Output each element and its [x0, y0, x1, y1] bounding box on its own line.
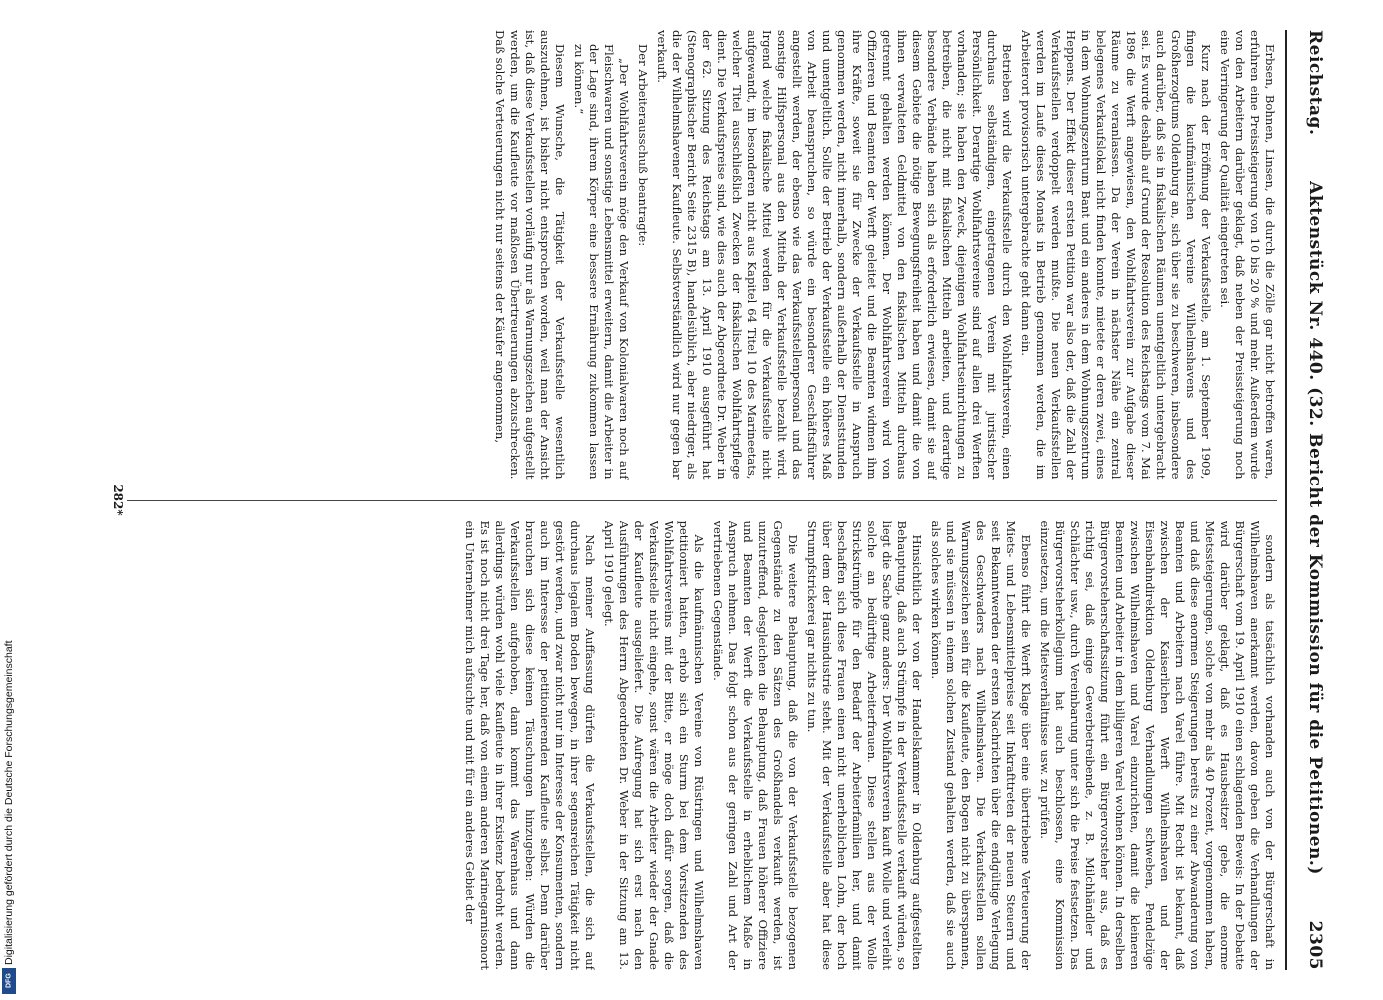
header-center-title: Aktenstück Nr. 440. (32. Bericht der Kommission für die Petitionen.)	[1305, 181, 1325, 875]
header-rule	[1285, 30, 1287, 970]
column-divider	[127, 500, 1277, 501]
header-left-title: Reichstag.	[1305, 30, 1325, 136]
paragraph: sondern als tatsächlich vorhanden auch von der Bürgerschaft in Wilhelmshaven anerkannt werden, davon geben die Verhandlungen der Bürgerschaft vom 19. April 1910 einen schlagenden Beweis: In der Debatte wird darüber geklagt, daß es Hausbesitzer gebe, die enorme Mietssteigerungen, solche von mehr als 40 Prozent, vorgenommen haben, und daß diese enormen Steigerungen bereits zu einer Abwanderung von Beamten und Arbeitern nach Varel führe. Mit Recht ist bekannt, daß zwischen der Kaiserlichen Werft Wilhelmshaven und der Eisenbahndirektion Oldenburg Verhandlungen schweben, Pendelzüge zwischen Wilhelmshaven und Varel einzurichten, damit die kleineren Beamten und Arbeiter in dem billigeren Varel wohnen können. In derselben Bürgervorsteherschaftssitzung führt ein Bürgervorsteher aus, daß es richtig sei, daß einige Gewerbetreibende, z. B. Milchhändler und Schlächter usw., durch Vereinbarung unter sich die Preise festsetzen. Das Bürgervorsteherkollegium hat auch beschlossen, eine Kommission einzusetzen, um die Mietsverhältnisse usw. zu prüfen.	[1038, 520, 1277, 970]
paragraph: Ebenso führt die Werft Klage über eine übertriebene Verteuerung der Miets- und Lebensmittelpreise seit Inkrafttreten der neuen Steuern und seit Bekanntwerden der ersten Nachrichten über die endgültige Verlegung des Geschwaders nach Wilhelmshaven. Die Verkaufsstellen sollen Warnungszeichen sein für die Kaufleute, den Bogen nicht zu überspannen, und sie müssen in einem solchen Zustand gehalten werden, daß sie auch als solches wirken können.	[929, 520, 1033, 970]
paragraph: Nach meiner Auffassung dürfen die Verkaufsstellen, die sich auf durchaus legalem Boden bewegen, in ihrer segensreichen Tätigkeit nicht gestört werden, und zwar nicht nur im Interesse der Konsumenten, sondern auch im Interesse der petitionierenden Kaufleute selbst. Denn darüber brauchen sich diese keinen Täuschungen hinzugeben: Würden die Verkaufsstellen aufgehoben, dann kommt das Warenhaus und dann allerdings würden wohl viele Kaufleute in ihrer Existenz bedroht werden. Es ist noch nicht drei Tage her, daß von einem anderen Marinegarnisonort ein Unternehmer mich aufsuchte und mit für ein anderes Gebiet der	[463, 520, 597, 970]
paragraph: Der Arbeiterausschuß beantragte:	[636, 44, 650, 247]
paragraph: Betrieben wird die Verkaufsstelle durch den Wohlfahrtsverein, einen durchaus selbständigen, eingetragenen Verein mit juristischer Persönlichkeit. Derartige Wohlfahrtsvereine sind auf allen drei Werften vorhanden; sie haben den Zweck, diejenigen Wohlfahrtseinrichtungen zu betreiben, die nicht mit fiskalischen Mitteln arbeiten, und derartige besondere Verbände haben sich als erforderlich erwiesen, damit sie auf diesem Gebiete die nötige Bewegungsfreiheit haben und damit die von ihnen verwalteten Geldmittel von den fiskalischen Mitteln durchaus getrennt gehalten werden können. Der Wohlfahrtsverein wird von Offizieren und Beamten der Werft geleitet und die Beamten widmen ihm ihre Kräfte, soweit sie für Zwecke der Verkaufsstelle in Anspruch genommen werden, nicht innerhalb, sondern außerhalb der Dienststunden und unentgeltlich. Sollte der Betrieb der Verkaufsstelle ein höheres Maß von Arbeit beanspruchen, so würde ein besonderer Geschäftsführer angestellt werden, der ebenso wie das Verkaufsstellenpersonal und das sonstige Hilfspersonal aus den Mitteln der Verkaufsstelle bezahlt wird. Irgend welche fiskalische Mittel werden für die Verkaufsstelle nicht aufgewandt, im besonderen nicht aus Kapitel 64 Titel 10 des Marineetats, welcher Titel ausschließlich Zwecken der fiskalischen Wohlfahrtspflege dient. Die Verkaufspreise sind, wie dies auch der Abgeordnete Dr. Weber in der 62. Sitzung des Reichstags am 13. April 1910 ausgeführt hat (Stenographischer Bericht Seite 2315 B), handelsüblich, aber niedriger, als die der Wilhelmshavener Kaufleute. Selbstverständlich wird nur gegen bar verkauft.	[655, 30, 1014, 480]
page-header	[1289, 30, 1325, 970]
column-right	[127, 521, 1277, 971]
quoted-request: „Der Wohlfahrtsverein möge den Verkauf von Kolonialwaren noch auf Fleischwaren und sonstige Lebensmittel erweitern, damit die Arbeiter in der Lage sind, ihrem Körper eine bessere Ernährung zukommen lassen zu können.“	[572, 44, 631, 480]
paragraph: Kurz nach der Eröffnung der Verkaufsstelle, am 1. September 1909, fingen die kaufmännischen Vereine Wilhelmshavens und des Großherzogtums Oldenburg an, sich über sie zu beschweren, insbesondere auch darüber, daß sie in fiskalischen Räumen unentgeltlich untergebracht sei. Es wurde deshalb auf Grund der Resolution des Reichstags vom 7. Mai 1896 die Werft angewiesen, den Wohlfahrtsverein zur Aufgabe dieser Räume zu veranlassen. Da der Verein in nächster Nähe ein zentral belegenes Verkaufslokal nicht finden konnte, mietete er deren zwei, eines in dem Wohnungszentrum Bant und ein anderes in dem Wohnungszentrum Heppens. Der Effekt dieser ersten Petition war also der, daß die Zahl der Verkaufsstellen verdoppelt werden mußte. Die neuen Verkaufsstellen werden im Laufe dieses Monats in Betrieb genommen werden, die im Arbeiterort provisorisch untergebrachte geht dann ein.	[1019, 30, 1213, 480]
page-signature: 282*	[111, 484, 125, 516]
paragraph: Die weitere Behauptung, daß die von der Verkaufsstelle bezogenen Gegenstände zu den Sätzen des Großhandels verkauft werden, ist unzutreffend, desgleichen die Behauptung, daß Frauen höherer Offiziere und Beamten der Werft die Verkaufsstelle in erheblichem Maße in Anspruch nehmen. Das folgt schon aus der geringen Zahl und Art der vertriebenen Gegenstände.	[711, 520, 800, 970]
column-left	[127, 30, 1277, 480]
funding-notice	[0, 0, 20, 1000]
paragraph: Diesem Wunsche, die Tätigkeit der Verkaufsstelle wesentlich auszudehnen, ist bisher nicht entsprochen worden, weil man der Ansicht ist, daß diese Verkaufsstellen vorläufig nur als Warnungszeichen aufgestellt werden, um die Kaufleute vor maßlosen Übertreuerungen abzuschrecken. Daß solche Verteuerungen nicht nur seitens der Käufer angenommen,	[493, 30, 567, 480]
paragraph: Hinsichtlich der von der Handelskammer in Oldenburg aufgestellten Behauptung, daß auch Strümpfe in der Verkaufsstelle verkauft würden, so liegt die Sache ganz anders: Der Wohlfahrtsverein kauft Wolle und verleiht solche an bedürftige Arbeiterfrauen. Diese stellen aus der Wolle Strickstrümpfe für den Bedarf der Arbeiterfamilien her, und damit beschaffen sich diese Frauen einen nicht unerheblichen Lohn, der hoch über dem der Hausindustrie steht. Mit der Verkaufsstelle aber hat diese Strumpfstrickerei gar nichts zu tun.	[805, 520, 924, 970]
paragraph: Als die kaufmännischen Vereine von Rüstringen und Wilhelmshaven petitioniert hatten, erhob sich ein Sturm bei dem Vorsitzenden des Wohlfahrtsvereins mit der Bitte, er möge doch dafür sorgen, daß die Verkaufsstelle nicht eingehe, sonst wären die Arbeiter wieder der Gnade der Kaufleute ausgeliefert. Die Aufregung hat sich erst nach den Ausführungen des Herrn Abgeordneten Dr. Weber in der Sitzung am 13. April 1910 gelegt.	[602, 520, 706, 970]
text-columns	[127, 30, 1277, 970]
page-number: 2305	[1305, 920, 1325, 970]
document-page	[90, 30, 1325, 970]
dfg-logo-icon: DFG	[2, 968, 16, 994]
funding-notice-text: Digitalisierung gefördert durch die Deutsche Forschungsgemeinschaft	[3, 640, 15, 965]
paragraph: Erbsen, Bohnen, Linsen, die durch die Zölle gar nicht betroffen waren, erfuhren eine Preissteigerung von 10 bis 20 % und mehr. Außerdem wurde von den Arbeitern darüber geklagt, daß neben der Preissteigerung noch eine Verringerung der Qualität eingetreten sei.	[1218, 30, 1277, 480]
